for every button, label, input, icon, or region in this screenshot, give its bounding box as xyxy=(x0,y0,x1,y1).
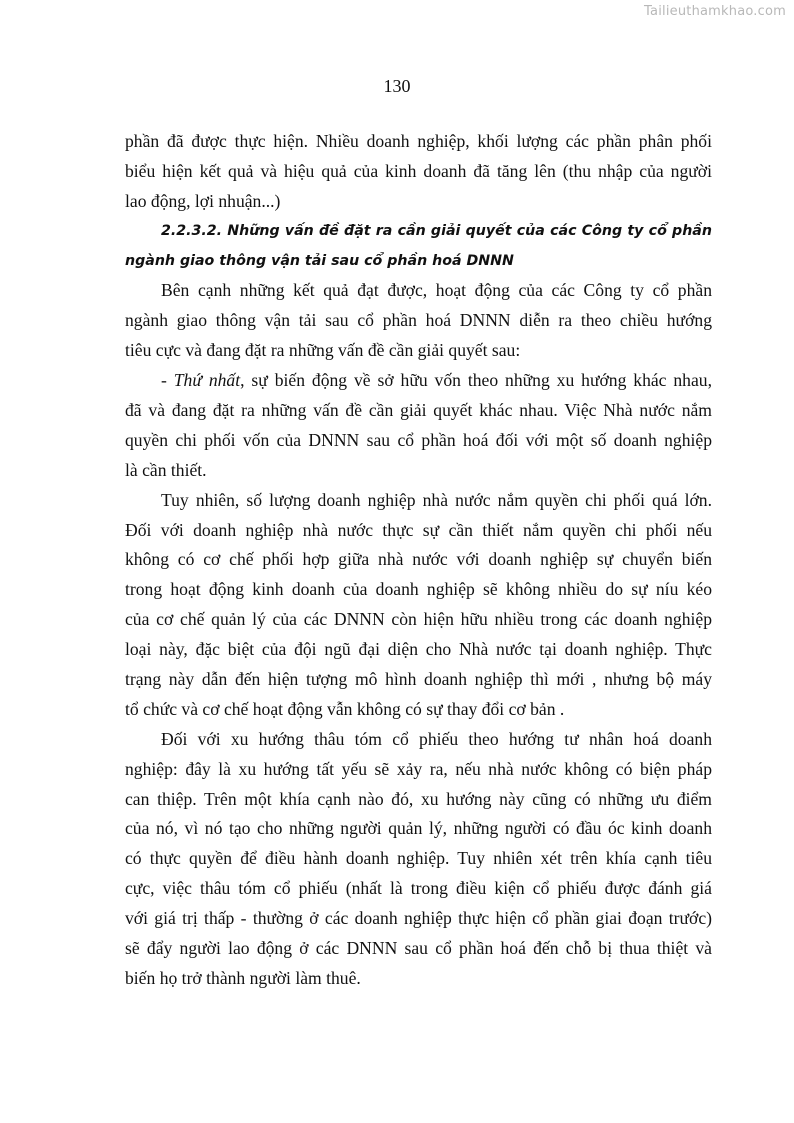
text-line: Đối với doanh nghiệp nhà nước thực sự cần thiết nắm quyền chi phối nếu xyxy=(125,519,712,540)
text-line: tiêu cực và đang đặt ra những vấn đề cần giải quyết sau: xyxy=(125,340,521,361)
text-line: của cơ chế quản lý của các DNNN còn hiện hữu nhiều trong các doanh nghiệp xyxy=(125,609,712,630)
text-line: nghiệp: đây là xu hướng tất yếu sẽ xảy ra, nếu nhà nước không có biện pháp xyxy=(125,758,712,779)
text-line: quyền chi phối vốn của DNNN sau cổ phần hoá đối với một số doanh nghiệp xyxy=(125,429,712,450)
text-line: lao động, lợi nhuận...) xyxy=(125,190,281,211)
line-text: , sự biến động về sở hữu vốn theo những xu hướng khác nhau, xyxy=(240,370,712,391)
text-line: Bên cạnh những kết quả đạt được, hoạt động của các Công ty cổ phần xyxy=(161,280,712,301)
text-line: can thiệp. Trên một khía cạnh nào đó, xu hướng này cũng có những ưu điểm xyxy=(125,788,712,809)
text-line: Đối với xu hướng thâu tóm cổ phiếu theo hướng tư nhân hoá doanh xyxy=(161,728,712,749)
text-line: trạng này dẫn đến hiện tượng mô hình doanh nghiệp thì mới , nhưng bộ máy xyxy=(125,669,712,690)
page-number: 130 xyxy=(383,76,411,96)
text-line: là cần thiết. xyxy=(125,459,207,480)
section-heading-line: ngành giao thông vận tải sau cổ phần hoá DNNN xyxy=(125,252,514,269)
text-line: cực, việc thâu tóm cổ phiếu (nhất là trong điều kiện cổ phiếu được đánh giá xyxy=(125,878,712,899)
text-line: đã và đang đặt ra những vấn đề cần giải quyết khác nhau. Việc Nhà nước nắm xyxy=(125,400,712,421)
text-line: tổ chức và cơ chế hoạt động vẫn không có sự thay đổi cơ bản . xyxy=(125,698,565,719)
text-line: loại này, đặc biệt của đội ngũ đại diện cho Nhà nước tại doanh nghiệp. Thực xyxy=(125,639,712,660)
section-heading-line: 2.2.3.2. Những vấn đề đặt ra cần giải quyết của các Công ty cổ phần xyxy=(161,222,712,239)
text-line: ngành giao thông vận tải sau cổ phần hoá DNNN diễn ra theo chiều hướng xyxy=(125,310,712,331)
text-line: sẽ đẩy người lao động ở các DNNN sau cổ phần hoá đến chỗ bị thua thiệt và xyxy=(125,938,712,959)
document-body xyxy=(125,127,712,994)
text-line: không có cơ chế phối hợp giữa nhà nước với doanh nghiệp sự chuyển biến xyxy=(125,549,712,570)
text-line: trong hoạt động kinh doanh của doanh nghiệp sẽ không nhiều do sự níu kéo xyxy=(125,579,712,600)
watermark: Tailieuthamkhao.com xyxy=(644,4,786,19)
text-line: của nó, vì nó tạo cho những người quản lý, những người có đầu óc kinh doanh xyxy=(125,818,712,839)
text-line: biểu hiện kết quả và hiệu quả của kinh doanh đã tăng lên (thu nhập của người xyxy=(125,160,712,181)
text-line: biến họ trở thành người làm thuê. xyxy=(125,967,361,988)
text-line: có thực quyền để điều hành doanh nghiệp. Tuy nhiên xét trên khía cạnh tiêu xyxy=(125,848,712,869)
line-prefix: - xyxy=(161,370,174,391)
italic-term: Thứ nhất xyxy=(173,370,241,391)
text-line xyxy=(125,366,712,396)
text-line: với giá trị thấp - thường ở các doanh nghiệp thực hiện cổ phần giai đoạn trước) xyxy=(125,908,712,929)
text-line: phần đã được thực hiện. Nhiều doanh nghiệp, khối lượng các phần phân phối xyxy=(125,131,712,151)
text-line: Tuy nhiên, số lượng doanh nghiệp nhà nước nắm quyền chi phối quá lớn. xyxy=(161,489,712,510)
